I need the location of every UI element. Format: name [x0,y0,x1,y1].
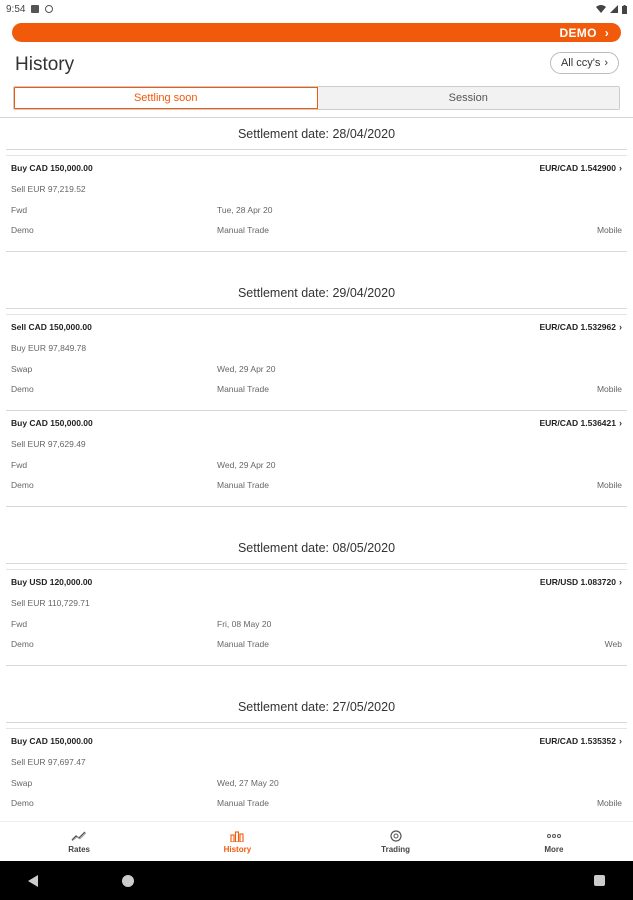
chevron-right-icon: › [619,322,622,332]
trade-account: Demo [11,480,34,490]
demo-banner[interactable] [12,23,621,42]
trade-rate: EUR/CAD 1.535352 [539,736,616,746]
chevron-right-icon: › [619,163,622,173]
rates-icon [71,830,87,842]
system-nav-bar [0,861,633,900]
nav-label: Rates [68,844,91,854]
page-title: History [15,54,75,75]
trade-date: Tue, 28 Apr 20 [217,205,273,215]
history-icon [229,830,245,842]
settlement-date-header: Settlement date: 29/04/2020 [6,277,627,309]
trade-account: Demo [11,225,34,235]
home-icon[interactable] [122,875,134,887]
battery-icon [622,5,627,14]
chevron-right-icon: › [619,577,622,587]
trade-date: Fri, 08 May 20 [217,619,272,629]
trade-secondary: Sell EUR 97,629.49 [11,439,86,449]
history-tabs [13,86,620,110]
trade-account: Demo [11,798,34,808]
bottom-nav [0,821,633,861]
back-icon[interactable] [28,875,38,887]
status-time: 9:54 [6,3,26,15]
currency-filter-label: All ccy's [560,57,601,69]
trade-primary: Buy USD 120,000.00 [11,577,93,587]
chevron-right-icon: › [619,736,622,746]
trade-primary: Buy CAD 150,000.00 [11,736,93,746]
trade-account: Demo [11,639,34,649]
demo-label: DEMO [559,25,597,40]
trade-secondary: Buy EUR 97,849.78 [11,343,87,353]
trade-account: Demo [11,384,34,394]
tab-session[interactable]: Session [318,87,620,109]
more-icon [546,830,562,842]
trade-row[interactable] [6,411,627,507]
trade-channel: Mobile [596,384,622,394]
trading-icon [388,830,404,842]
currency-filter-button[interactable] [550,52,619,74]
sim-card-icon [31,5,39,13]
trade-type: Fwd [11,205,28,215]
nav-rates[interactable] [0,822,158,861]
trade-type: Fwd [11,460,28,470]
nav-label: History [223,844,252,854]
recents-icon[interactable] [594,875,605,886]
trade-secondary: Sell EUR 97,697.47 [11,757,86,767]
trade-secondary: Sell EUR 97,219.52 [11,184,86,194]
settlement-date-header: Settlement date: 08/05/2020 [6,532,627,564]
signal-icon [610,5,618,13]
settlement-date-header: Settlement date: 28/04/2020 [6,118,627,150]
trade-source: Manual Trade [217,225,269,235]
status-bar [0,0,633,18]
chevron-right-icon: › [604,57,608,69]
trade-type: Swap [11,364,33,374]
settlement-date-header: Settlement date: 27/05/2020 [6,691,627,723]
trade-source: Manual Trade [217,639,269,649]
trade-primary: Buy CAD 150,000.00 [11,418,93,428]
trade-rate: EUR/CAD 1.536421 [539,418,616,428]
trade-source: Manual Trade [217,480,269,490]
trade-row[interactable] [6,570,627,666]
trade-primary: Sell CAD 150,000.00 [11,322,92,332]
trade-type: Swap [11,778,33,788]
trade-source: Manual Trade [217,384,269,394]
chevron-right-icon: › [604,25,609,40]
trade-row[interactable] [6,729,627,825]
trade-date: Wed, 27 May 20 [217,778,279,788]
nav-more[interactable] [475,822,633,861]
trade-primary: Buy CAD 150,000.00 [11,163,93,173]
chevron-right-icon: › [619,418,622,428]
trade-rate: EUR/CAD 1.542900 [539,163,616,173]
nav-label: More [544,844,564,854]
trade-source: Manual Trade [217,798,269,808]
trade-date: Wed, 29 Apr 20 [217,364,276,374]
trade-list [0,118,633,825]
trade-row[interactable] [6,315,627,411]
trade-channel: Web [604,639,622,649]
wifi-icon [596,5,606,13]
nav-trading[interactable] [317,822,475,861]
trade-channel: Mobile [596,798,622,808]
trade-secondary: Sell EUR 110,729.71 [11,598,90,608]
trade-rate: EUR/CAD 1.532962 [539,322,616,332]
trade-channel: Mobile [596,225,622,235]
tab-settling-soon[interactable]: Settling soon [14,87,318,109]
trade-row[interactable] [6,156,627,252]
trade-date: Wed, 29 Apr 20 [217,460,276,470]
sync-icon [45,5,53,13]
nav-label: Trading [381,844,411,854]
trade-rate: EUR/USD 1.083720 [539,577,616,587]
trade-type: Fwd [11,619,28,629]
trade-channel: Mobile [596,480,622,490]
nav-history[interactable] [158,822,316,861]
